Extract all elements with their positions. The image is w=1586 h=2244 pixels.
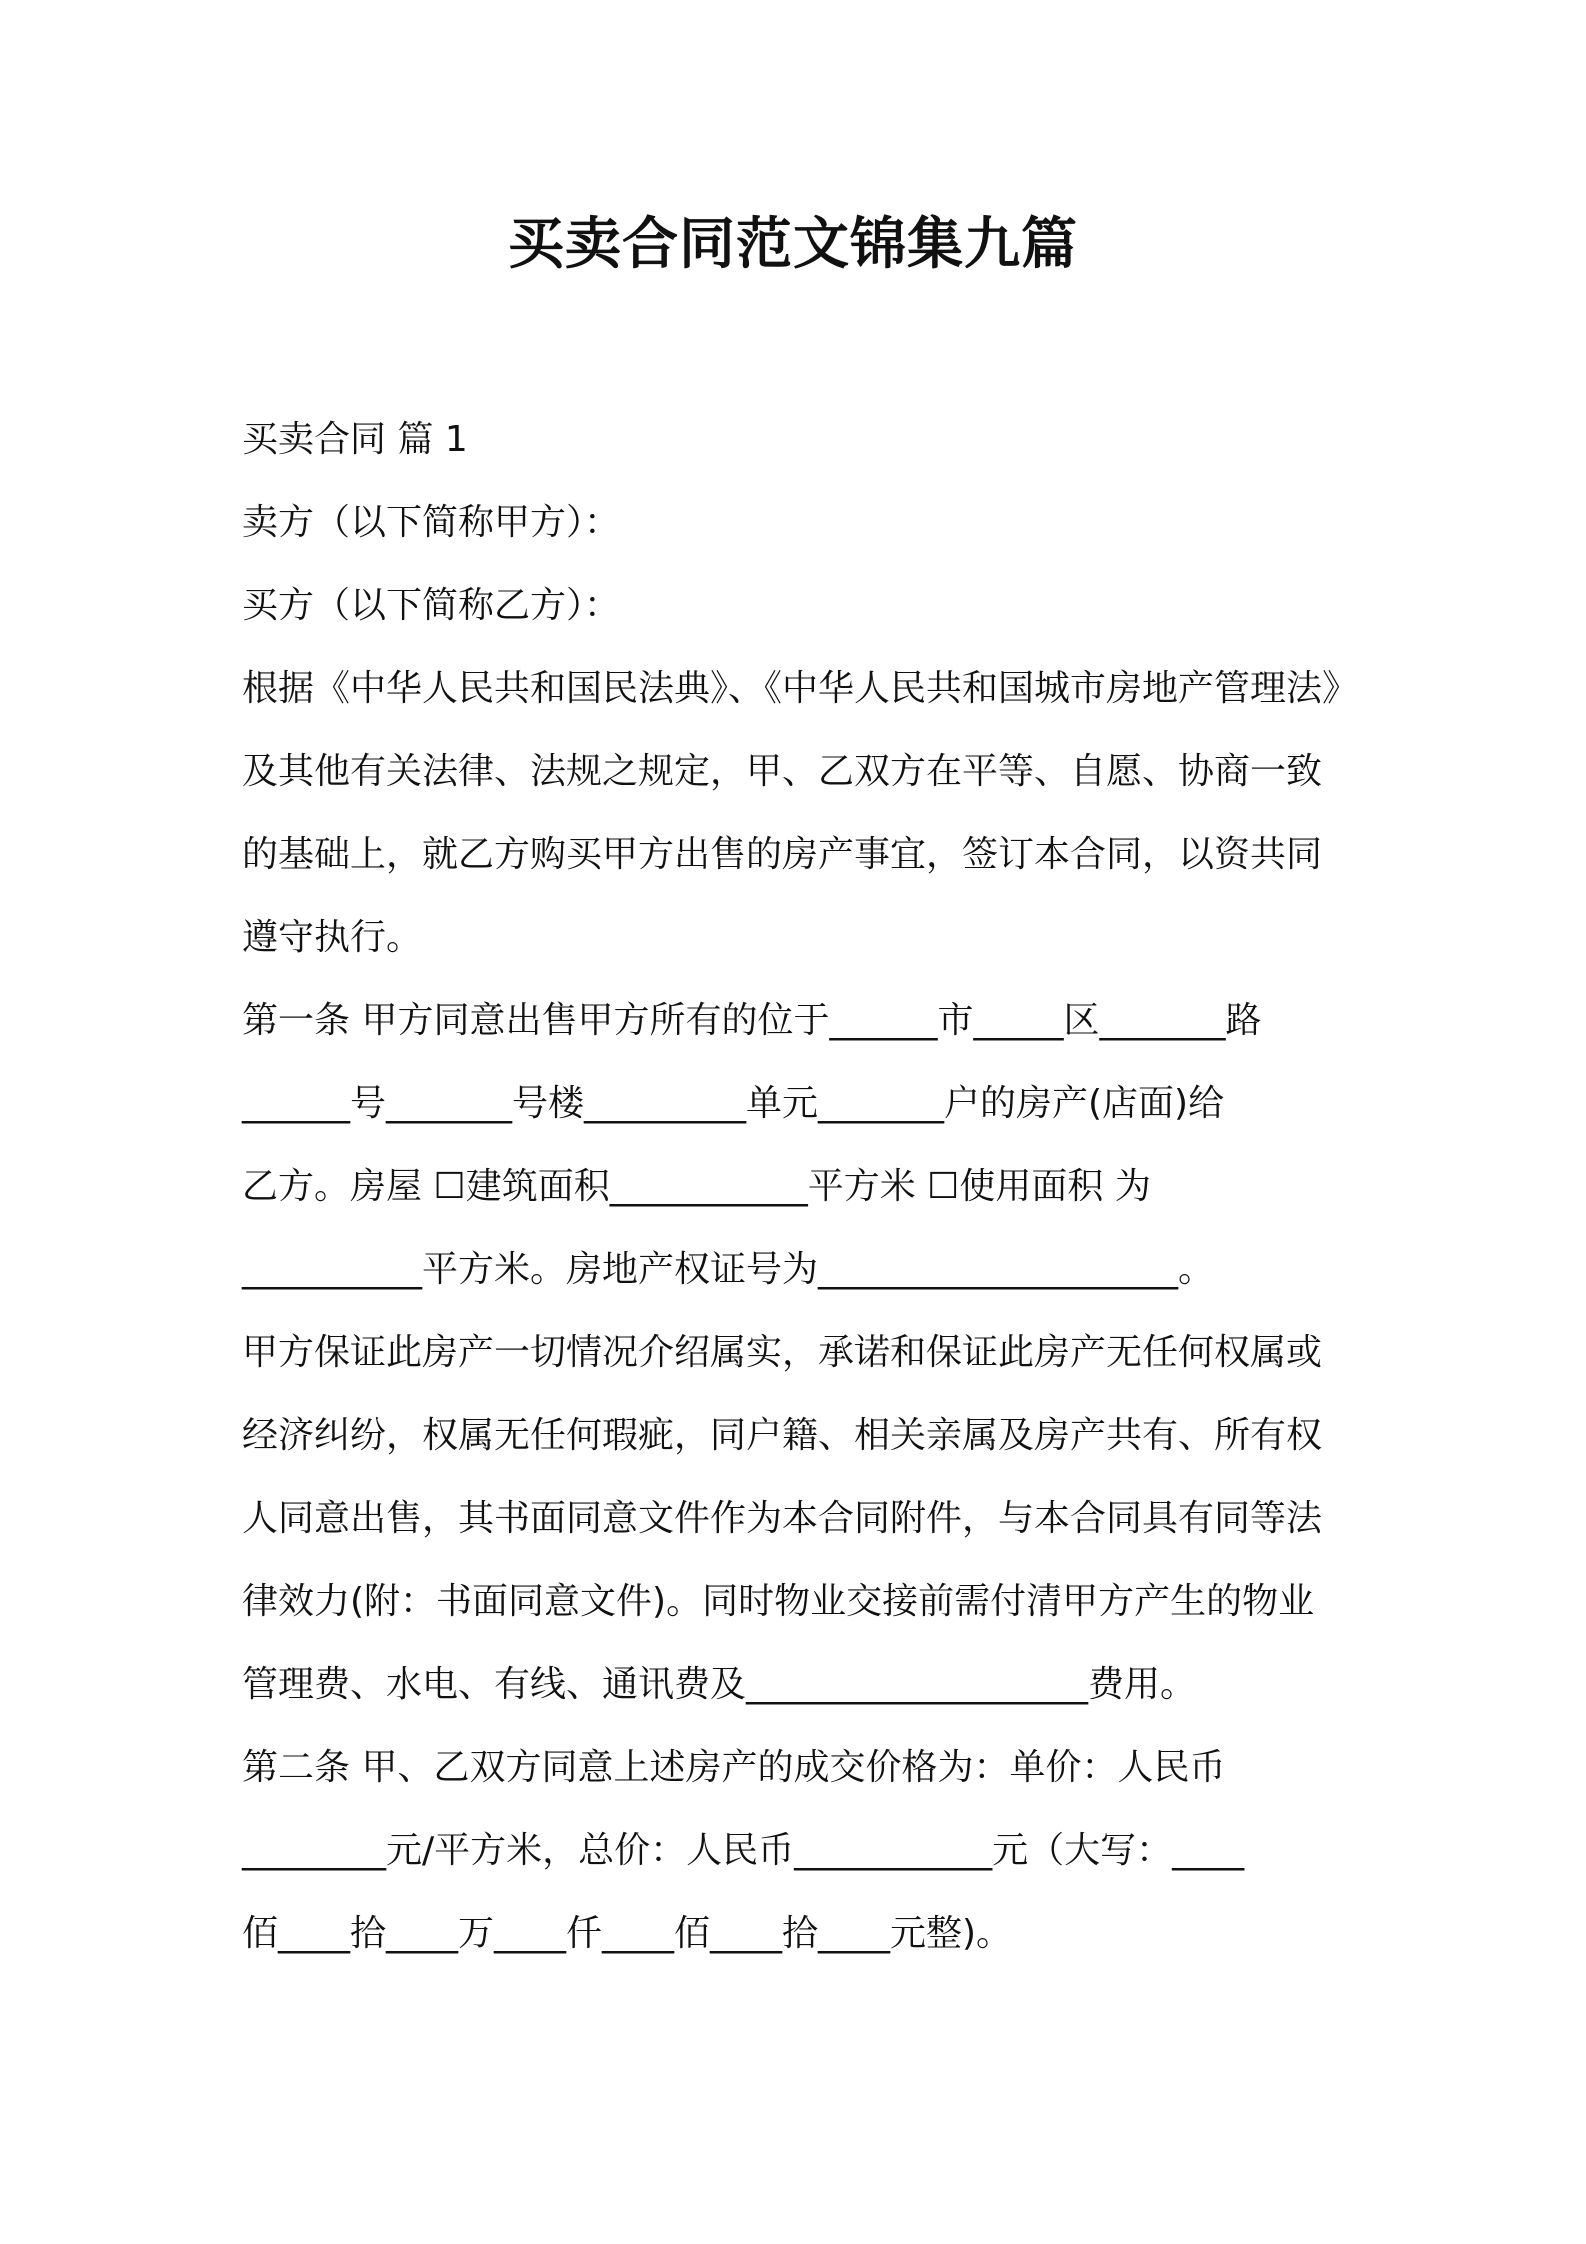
article-one-line: 第一条 甲方同意出售甲方所有的位于______市_____区_______路 [242, 1000, 1262, 1041]
document-body [242, 398, 1362, 1975]
paragraph-line: 的基础上，就乙方购买甲方出售的房产事宜，签订本合同，以资共同 [242, 834, 1323, 875]
document-title: 买卖合同范文锦集九篇 [508, 212, 1078, 277]
article-one-line: ______号_______号楼_________单元_______户的房产(店面)给 [242, 1083, 1225, 1124]
paragraph-line: 甲方保证此房产一切情况介绍属实，承诺和保证此房产无任何权属或 [242, 1332, 1323, 1373]
buyer-line: 买方（以下简称乙方）： [242, 585, 621, 626]
seller-line: 卖方（以下简称甲方）： [242, 502, 621, 543]
paragraph-line: 管理费、水电、有线、通讯费及___________________费用。 [242, 1664, 1197, 1705]
article-two-line: ________元/平方米，总价：人民币___________元（大写：____ [242, 1830, 1245, 1871]
article-two-line: 第二条 甲、乙双方同意上述房产的成交价格为：单价：人民币 [242, 1747, 1226, 1788]
paragraph-line: 人同意出售，其书面同意文件作为本合同附件，与本合同具有同等法 [242, 1498, 1323, 1539]
article-two-line: 佰____拾____万____仟____佰____拾____元整)。 [242, 1913, 1013, 1954]
paragraph-line: 律效力(附：书面同意文件)。同时物业交接前需付清甲方产生的物业 [242, 1581, 1315, 1622]
article-one-line: __________平方米。房地产权证号为____________________。 [242, 1249, 1215, 1290]
paragraph-line: 根据《中华人民共和国民法典》、《中华人民共和国城市房地产管理法》 [242, 668, 1359, 709]
article-one-line: 乙方。房屋 ☐建筑面积___________平方米 ☐使用面积 为 [242, 1166, 1151, 1207]
paragraph-line: 遵守执行。 [242, 917, 423, 958]
section-heading: 买卖合同 篇 1 [242, 419, 468, 460]
paragraph-line: 经济纠纷，权属无任何瑕疵，同户籍、相关亲属及房产共有、所有权 [242, 1415, 1323, 1456]
paragraph-line: 及其他有关法律、法规之规定，甲、乙双方在平等、自愿、协商一致 [242, 751, 1323, 792]
